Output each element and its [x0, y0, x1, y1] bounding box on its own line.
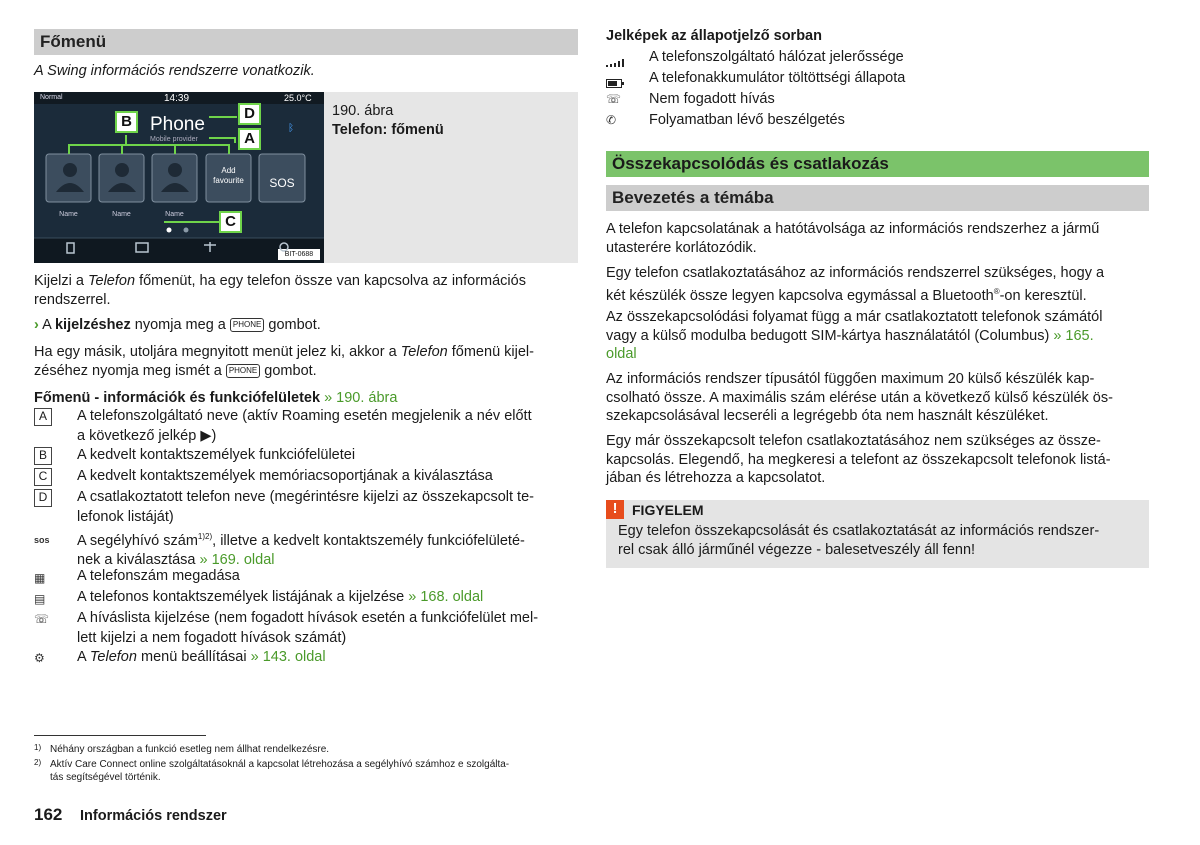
sos-line1a: A segélyhívó szám — [77, 532, 198, 549]
screen-temp: 25.0°C — [284, 93, 312, 103]
intro-paragraph — [34, 272, 579, 309]
phone-key-icon: PHONE — [230, 318, 264, 332]
step-bold: kijelzéshez — [54, 317, 131, 333]
tile-name-2: Name — [112, 211, 131, 218]
keypad-icon: ▦ — [34, 571, 46, 585]
right-paragraph-3 — [606, 308, 1151, 364]
call-list-icon: ☏ — [34, 612, 50, 626]
tile-sos[interactable]: SOS — [269, 176, 295, 190]
rp2-registered: ® — [993, 286, 1000, 296]
item-d-line1: A csatlakoztatott telefon neve (megérintésre kijelzi az összekapcsolt te- — [77, 489, 534, 505]
label-b: B — [34, 447, 52, 465]
rp5-line1: Egy már összekapcsolt telefon csatlakoztatásához nem szükséges az össze- — [606, 433, 1101, 449]
rp1-line1: A telefon kapcsolatának a hatótávolsága az információs rendszerhez a jármű — [606, 221, 1100, 237]
applies-note: A Swing információs rendszerre vonatkozik. — [34, 63, 315, 79]
footnote-2-text: Aktív Care Connect online szolgáltatásoknál a kapcsolat létrehozása a segélyhívó számhoz e szolgálta- — [50, 759, 510, 770]
rp4-line2: csolható össze. A maximális szám elérése után a következő külső készülék ös- — [606, 389, 1113, 406]
rp4-line1: Az információs rendszer típusától függően maximum 20 külső készülék kap- — [606, 371, 1095, 387]
bluetooth-icon: ᛒ — [288, 123, 294, 134]
item-a-line2: a következő jelkép ▶) — [77, 427, 217, 444]
label-a: A — [34, 408, 52, 426]
page-title: Információs rendszer — [80, 808, 227, 824]
footnote-1-text: Néhány országban a funkció esetleg nem állhat rendelkezésre. — [50, 744, 330, 755]
warning-icon: ! — [606, 500, 624, 519]
footnotes — [34, 743, 579, 784]
footnote-divider — [34, 735, 206, 736]
figure-caption: Telefon: főmenü — [332, 122, 444, 138]
sos-icon: sos — [34, 535, 50, 545]
label-d: D — [34, 489, 52, 507]
item-a-line1: A telefonszolgáltató neve (aktív Roaming esetén megjelenik a név előtt — [77, 408, 532, 424]
step-prefix: A — [42, 317, 51, 333]
callout-b: B — [121, 113, 132, 130]
active-call-icon: ✆ — [606, 113, 617, 127]
list-title — [34, 389, 397, 408]
p2-a: Ha egy másik, utoljára megnyitott menüt jelez ki, akkor a — [34, 344, 397, 360]
rp3-line2: vagy a külső modulba bedugott SIM-kártya használatától (Columbus) — [606, 327, 1050, 344]
footnote-2-text-2: tás segítségével történik. — [50, 772, 161, 783]
item-c-line1: A kedvelt kontaktszemélyek memóriacsoportjának a kiválasztása — [77, 468, 493, 484]
rp2-line2a: két készülék össze legyen kapcsolva egymással a Bluetooth — [606, 287, 994, 304]
contacts-line: A telefonos kontaktszemélyek listájának a kijelzése — [77, 589, 405, 605]
step-mid: nyomja meg a — [134, 317, 226, 333]
p2-b: főmenü kijel- — [451, 344, 534, 360]
rp3-line1: Az összekapcsolódási folyamat függ a már csatlakoztatott telefonok számától — [606, 309, 1103, 325]
tile-name-1: Name — [59, 211, 78, 218]
footnote-1-num: 1) — [34, 743, 42, 752]
symbol-active-text: Folyamatban lévő beszélgetés — [649, 112, 845, 128]
page-number: 162 — [34, 805, 63, 824]
phone-key-icon-2: PHONE — [226, 364, 260, 378]
intro-text-italic: Telefon — [88, 273, 136, 289]
symbol-signal-text: A telefonszolgáltató hálózat jelerőssége — [649, 49, 904, 65]
warning-title: FIGYELEM — [632, 502, 704, 518]
figure-frame — [34, 92, 578, 263]
rp5-line2: kapcsolás. Elegendő, ha megkeresi a telefont az összekapcsolt telefonok listá- — [606, 451, 1111, 468]
symbol-battery-text: A telefonakkumulátor töltöttségi állapota — [649, 70, 906, 86]
settings-ref-link[interactable]: » 143. oldal — [250, 649, 326, 665]
warning-text — [618, 522, 1143, 559]
intro-text-a: Kijelzi a — [34, 273, 84, 289]
symbols-title: Jelképek az állapotjelző sorban — [606, 28, 822, 44]
warning-line1: Egy telefon összekapcsolását és csatlakoztatását az információs rendszer- — [618, 523, 1100, 539]
rp2-line2b: -on keresztül. — [999, 287, 1087, 304]
rp1-line2: utasterére korlátozódik. — [606, 239, 757, 256]
callout-c: C — [225, 213, 236, 230]
p2-italic: Telefon — [400, 344, 448, 360]
rp3-ref-link[interactable]: » 165. — [1053, 327, 1094, 344]
tile-name-3: Name — [165, 211, 184, 218]
section-title-fomenu: Főmenü — [34, 29, 578, 55]
list-item-number — [34, 567, 579, 587]
image-id: BIT-0688 — [284, 251, 314, 258]
list-item-contacts — [34, 588, 579, 608]
list-item-b — [34, 446, 579, 466]
warning-box — [606, 500, 1149, 568]
screen-provider: Mobile provider — [150, 136, 198, 143]
label-c: C — [34, 468, 52, 486]
sos-ref-link[interactable]: » 169. oldal — [199, 552, 275, 569]
settings-icon: ⚙ — [34, 651, 45, 665]
list-item-c — [34, 467, 579, 487]
screen-time: 14:39 — [164, 93, 190, 104]
contacts-icon: ▤ — [34, 592, 46, 606]
rp5-line3: jában és létrehozza a kapcsolatot. — [606, 470, 826, 486]
step-end: gombot. — [268, 317, 321, 333]
subsection-title-intro: Bevezetés a témába — [606, 185, 1149, 211]
signal-strength-icon — [606, 54, 636, 73]
list-item-d — [34, 488, 579, 527]
callout-a: A — [244, 130, 255, 147]
calls-line2: lett kijelzi a nem fogadott hívások számát) — [77, 629, 347, 646]
list-title-text: Főmenü - információk és funkciófelületek — [34, 390, 321, 406]
contacts-ref-link[interactable]: » 168. oldal — [408, 589, 484, 605]
sos-footnote-ref: 1)2) — [197, 532, 213, 541]
list-item-sos — [34, 527, 579, 571]
phone-screen — [34, 92, 324, 263]
right-paragraph-5 — [606, 432, 1151, 488]
step-instruction — [34, 316, 321, 335]
number-line: A telefonszám megadása — [77, 568, 240, 584]
item-d-line2: lefonok listáját) — [77, 508, 174, 525]
settings-italic: Telefon — [89, 649, 137, 665]
paragraph-2 — [34, 343, 579, 380]
right-paragraph-1 — [606, 220, 1151, 257]
screen-phone-label: Phone — [150, 114, 205, 135]
step-arrow-icon: › — [34, 317, 39, 333]
rp3-ref-link-2[interactable]: oldal — [606, 346, 637, 362]
settings-b: menü beállításai — [140, 649, 247, 665]
list-ref-link[interactable]: » 190. ábra — [324, 390, 398, 406]
p2-c: zéséhez nyomja meg ismét a — [34, 362, 222, 379]
rp2-line1: Egy telefon csatlakoztatásához az információs rendszerrel szükséges, hogy a — [606, 265, 1105, 281]
intro-text-b: főmenüt, ha egy telefon össze van kapcsolva az információs rendszerrel. — [34, 273, 526, 308]
settings-a: A — [77, 649, 86, 665]
rp4-line3: szekapcsolásával lecseréli a legrégebb óta nem használt készüléket. — [606, 408, 1049, 424]
list-item-a — [34, 407, 579, 446]
missed-call-icon: ☏ — [606, 92, 622, 106]
calls-line1: A híváslista kijelzése (nem fogadott hívások esetén a funkciófelület mel- — [77, 610, 539, 626]
sos-line2a: nek a kiválasztása — [77, 552, 196, 569]
list-item-settings — [34, 648, 579, 668]
tile-add-favourite[interactable]: Add favourite — [213, 166, 244, 185]
footnote-2-num: 2) — [34, 758, 42, 767]
right-paragraph-2 — [606, 264, 1151, 305]
sos-line1b: , illetve a kedvelt kontaktszemély funkciófelületé- — [212, 532, 525, 549]
symbol-missed-text: Nem fogadott hívás — [649, 91, 775, 107]
list-item-calls — [34, 609, 579, 648]
callout-d: D — [244, 105, 255, 122]
p2-d: gombot. — [264, 362, 317, 379]
warning-line2: rel csak álló járműnél végezze - balesetveszély áll fenn! — [618, 541, 976, 558]
screen-mode: Normal — [40, 94, 63, 101]
right-paragraph-4 — [606, 370, 1151, 426]
section-title-connection: Összekapcsolódás és csatlakozás — [606, 151, 1149, 177]
figure-number: 190. ábra — [332, 103, 394, 119]
item-b-line1: A kedvelt kontaktszemélyek funkciófelületei — [77, 447, 356, 463]
